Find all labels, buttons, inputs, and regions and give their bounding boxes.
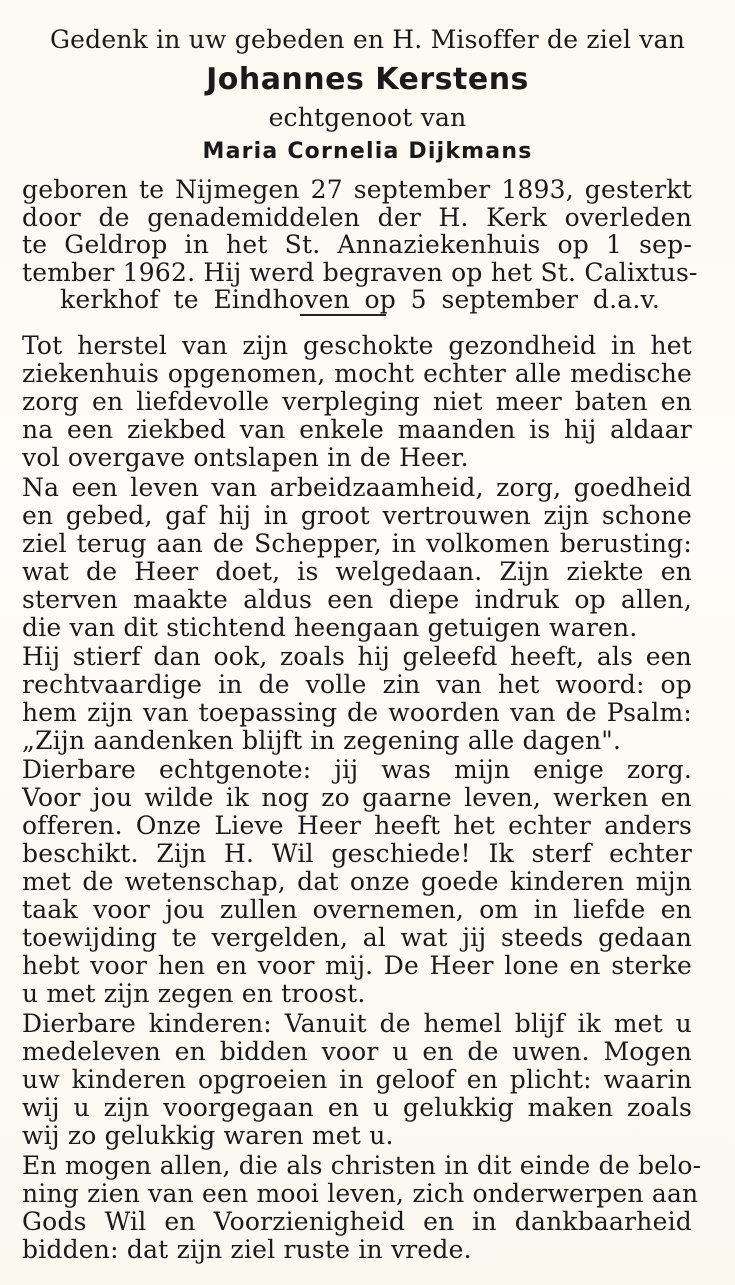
text-line: u met zijn zegen en troost. [22,979,366,1008]
text-line: Gods Wil en Voorzienigheid en in dankbaarheid [22,1207,692,1236]
text-line: ziekenhuis opgenomen, mocht echter alle medische [22,359,692,388]
divider [300,314,386,316]
spouse-name: Maria Cornelia Dijkmans [202,139,533,164]
text-line: ning zien van een mooi leven, zich onderwerpen aan [22,1179,699,1208]
text-line: medeleven en bidden voor u en de uwen. Mogen [22,1037,692,1066]
text-line: wat de Heer doet, is welgedaan. Zijn ziekte en [22,557,692,586]
text-line: Hij stierf dan ook, zoals hij geleefd heeft, als een [22,642,692,671]
text-line: „Zijn aandenken blijft in zegening alle dagen". [22,726,622,755]
text-line: offeren. Onze Lieve Heer heeft het echter anders [22,811,692,840]
text-line: en gebed, gaf hij in groot vertrouwen zijn schone [22,501,692,530]
text-line: Tot herstel van zijn geschokte gezondheid in het [22,331,692,360]
text-line: vol overgave ontslapen in de Heer. [22,443,469,472]
text-line: sterven maakte aldus een diepe indruk op allen, [22,585,692,614]
text-line: beschikt. Zijn H. Wil geschiede! Ik sterf echter [22,839,692,868]
text-line: taak voor jou zullen overnemen, om in liefde en [22,895,692,924]
text-line: toewijding te vergelden, al wat jij steeds gedaan [22,923,692,952]
text-line: bidden: dat zijn ziel ruste in vrede. [22,1235,472,1264]
text-line: die van dit stichtend heengaan getuigen waren. [22,613,638,642]
text-line: na een ziekbed van enkele maanden is hij aldaar [22,415,692,444]
deceased-name: Johannes Kerstens [206,62,529,97]
text-line: hebt voor hen en voor mij. De Heer lone en sterke [22,951,692,980]
text-line: hem zijn van toepassing de woorden van de Psalm: [22,698,692,727]
bio-line: te Geldrop in het St. Annaziekenhuis op 1 sep- [22,230,692,259]
bio-line: geboren te Nijmegen 27 september 1893, gesterkt [22,175,692,204]
text-line: wij zo gelukkig waren met u. [22,1121,394,1150]
bio-line: tember 1962. Hij werd begraven op het St. Calixtus- [22,258,698,287]
text-line: rechtvaardige in de volle zin van het woord: op [22,670,692,699]
text-line: Voor jou wilde ik nog zo gaarne leven, werken en [22,783,692,812]
text-line: Na een leven van arbeidzaamheid, zorg, goedheid [22,473,692,502]
text-line: wij u zijn voorgegaan en u gelukkig maken zoals [22,1093,692,1122]
text-line: Dierbare echtgenote: jij was mijn enige zorg. [22,755,692,784]
text-line: ziel terug aan de Schepper, in volkomen berusting: [22,529,692,558]
bio-line: kerkhof te Eindhoven op 5 september d.a.v. [60,285,660,314]
spouse-intro: echtgenoot van [268,103,467,132]
text-line: met de wetenschap, dat onze goede kinderen mijn [22,867,692,896]
text-line: En mogen allen, die als christen in dit einde de belo- [22,1151,702,1180]
opening-line: Gedenk in uw gebeden en H. Misoffer de ziel van [49,25,686,54]
text-line: Dierbare kinderen: Vanuit de hemel blijf ik met u [22,1009,692,1038]
bio-line: door de genademiddelen der H. Kerk overleden [22,203,692,232]
text-line: uw kinderen opgroeien in geloof en plicht: waarin [22,1065,692,1094]
text-line: zorg en liefdevolle verpleging niet meer baten en [22,387,692,416]
